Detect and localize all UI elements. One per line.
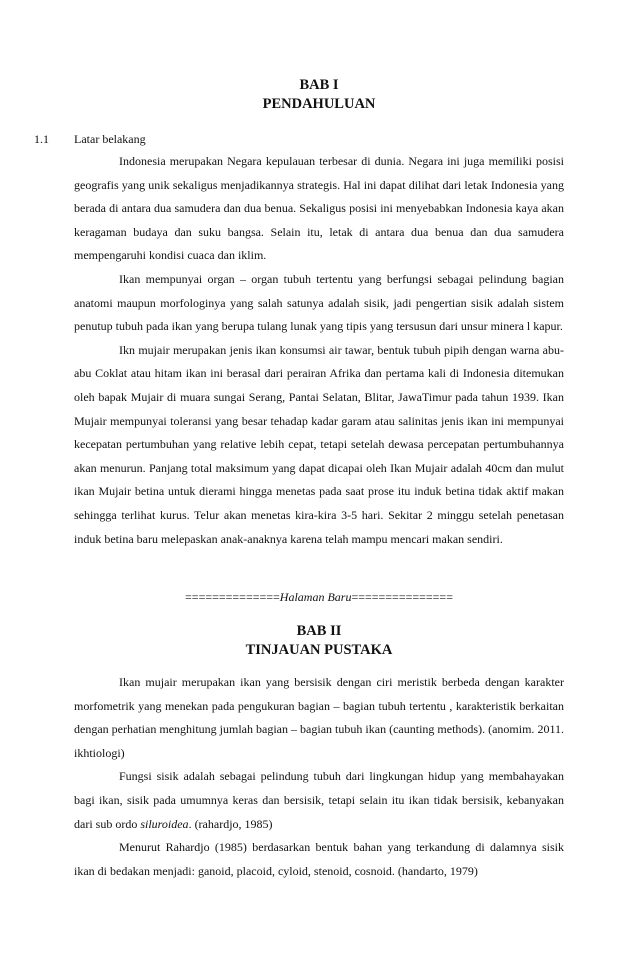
bab2-subtitle: TINJAUAN PUSTAKA (245, 642, 393, 658)
bab2-body (74, 671, 564, 883)
separator-left: ============== (185, 590, 280, 604)
bab2-paragraph-2-text: Fungsi sisik adalah sebagai pelindung tubuh dari lingkungan hidup yang membahayakan bagi ikan, sisik pada umumnya keras dan bersisik, tetapi selain itu ikan tidak bersisik, kebanyakan dari sub ordo (74, 769, 564, 831)
section-title: Latar belakang (74, 132, 146, 146)
bab2-paragraph-2-italic: siluroidea (140, 816, 189, 831)
bab1-paragraph-3: Ikn mujair merupakan jenis ikan konsumsi air tawar, bentuk tubuh pipih dengan warna abu-abu Coklat atau hitam ikan ini berasal dari perairan Afrika dan pertama kali di Indonesia ditemukan oleh bapak Mujair di muara sungai Serang, Pantai Selatan, Blitar, JawaTimur pada tahun 1939. Ikan Mujair mempunyai toleransi yang besar tehadap kadar garam atau salinitas jenis ikan ini mempunyai kecepatan pertumbuhan yang relative lebih cepat, tetapi setelah dewasa percepatan pertumbuhannya akan menurun. Panjang total maksimum yang dapat dicapai oleh Ikan Mujair adalah 40cm dan mulut ikan Mujair betina untuk dierami hingga menetas pada saat prose itu induk betina tidak aktif makan sehingga terlihat kurus. Telur akan menetas kira-kira 3-5 hari. Sekitar 2 minggu setelah penetasan induk betina baru melepaskan anak-anaknya karena telah mampu mencari makan sendiri. (74, 342, 564, 546)
bab1-paragraph-1: Indonesia merupakan Negara kepulauan terbesar di dunia. Negara ini juga memiliki posisi geografis yang unik sekaligus menjadikannya strategis. Hal ini dapat dilihat dari letak Indonesia yang berada di antara dua samudera dan dua benua. Sekaligus posisi ini menyebabkan Indonesia kaya akan keragaman budaya dan suku bangsa. Selain itu, letak di antara dua benua dan dua samudera mempengaruhi kondisi cuaca dan iklim. (74, 154, 564, 263)
separator-label: Halaman Baru (279, 590, 352, 604)
separator-right: =============== (351, 590, 453, 604)
bab1-heading (0, 76, 638, 114)
section-number: 1.1 (34, 132, 49, 146)
bab1-subtitle: PENDAHULUAN (262, 96, 376, 112)
bab2-paragraph-1: Ikan mujair merupakan ikan yang bersisik dengan ciri meristik berbeda dengan karakter morfometrik yang menekan pada pengukuran bagian – bagian tubuh tertentu , karakteristik berkaitan dengan perhatian menghitung jumlah bagian – bagian tubuh ikan (caunting methods). (anomim. 2011. ikhtiologi) (74, 675, 564, 760)
bab1-body (74, 150, 564, 551)
bab2-paragraph-2-tail: . (rahardjo, 1985) (188, 816, 273, 831)
bab1-title: BAB I (299, 77, 339, 93)
bab1-paragraph-2: Ikan mempunyai organ – organ tubuh tertentu yang berfungsi sebagai pelindung bagian anatomi maupun morfologinya yang salah satunya adalah sisik, jadi pengertian sisik adalah sistem penutup tubuh pada ikan yang berupa tulang lunak yang tipis yang tersusun dari unsur minera l kapur. (74, 271, 564, 334)
bab2-title: BAB II (296, 623, 342, 639)
bab2-paragraph-3: Menurut Rahardjo (1985) berdasarkan bentuk bahan yang terkandung di dalamnya sisik ikan di bedakan menjadi: ganoid, placoid, cyloid, stenoid, cosnoid. (handarto, 1979) (74, 840, 564, 878)
bab2-heading (0, 622, 638, 660)
bab2-paragraph-2 (74, 765, 564, 836)
page-break-separator (0, 590, 638, 605)
